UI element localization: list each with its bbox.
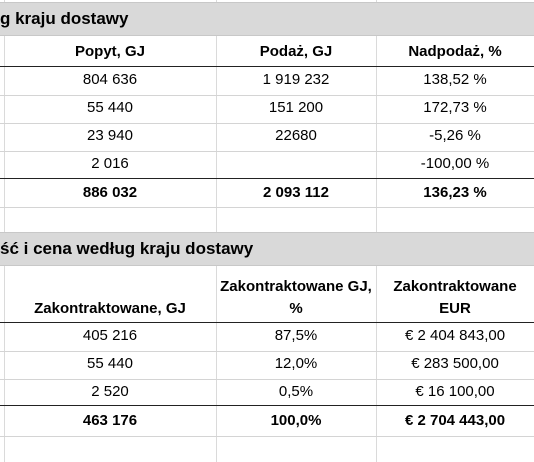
row-gridline <box>0 151 534 152</box>
table1-total-demand[interactable]: 886 032 <box>82 184 138 201</box>
row-gridline <box>0 436 534 437</box>
table1-cell[interactable]: 172,73 % <box>423 99 487 116</box>
row-gridline <box>0 351 534 352</box>
table2-cell[interactable]: 405 216 <box>82 327 138 344</box>
table1-header-demand[interactable]: Popyt, GJ <box>74 43 145 60</box>
table1-title-bar <box>0 2 534 36</box>
table2-cell[interactable]: 87,5% <box>274 327 318 344</box>
table2-total-contracted-percent[interactable]: 100,0% <box>270 412 322 429</box>
table2-cell[interactable]: € 2 404 843,00 <box>404 327 506 344</box>
table1-total-rule <box>0 178 534 179</box>
table2-title: ść i cena według kraju dostawy <box>0 239 254 258</box>
table2-cell[interactable]: 0,5% <box>278 383 314 400</box>
table2-cell[interactable]: 2 520 <box>91 383 129 400</box>
table1-cell[interactable]: 22680 <box>275 127 317 144</box>
table2-total-rule <box>0 405 534 406</box>
table1-cell[interactable]: 138,52 % <box>423 71 487 88</box>
row-gridline <box>0 123 534 124</box>
table1-cell[interactable]: 2 016 <box>91 155 129 172</box>
table1-cell[interactable]: 23 940 <box>87 127 133 144</box>
row-gridline <box>0 379 534 380</box>
table2-total-contracted-eur[interactable]: € 2 704 443,00 <box>404 412 506 429</box>
row-gridline <box>0 207 534 208</box>
table2-total-contracted-gj[interactable]: 463 176 <box>82 412 138 429</box>
table1-cell[interactable]: 151 200 <box>268 99 324 116</box>
table1-cell[interactable]: 55 440 <box>87 99 133 116</box>
table1-cell[interactable]: -5,26 % <box>429 127 481 144</box>
table1-title: g kraju dostawy <box>0 9 129 28</box>
table2-header-contracted-percent[interactable]: Zakontraktowane GJ, % <box>220 278 372 317</box>
table2-title-bar <box>0 232 534 266</box>
table1-cell[interactable]: 804 636 <box>82 71 138 88</box>
table2-header-contracted-gj[interactable]: Zakontraktowane, GJ <box>34 300 186 317</box>
table2-cell[interactable]: 55 440 <box>87 355 133 372</box>
table2-cell[interactable]: € 283 500,00 <box>411 355 499 372</box>
table1-total-oversupply[interactable]: 136,23 % <box>423 184 487 201</box>
table1-cell[interactable]: -100,00 % <box>420 155 490 172</box>
row-gridline <box>0 95 534 96</box>
table1-cell[interactable]: 1 919 232 <box>262 71 330 88</box>
table2-header-contracted-eur[interactable]: Zakontraktowane EUR <box>393 278 517 317</box>
table1-header-supply[interactable]: Podaż, GJ <box>259 43 333 60</box>
table2-cell[interactable]: € 16 100,00 <box>415 383 495 400</box>
table1-header-oversupply[interactable]: Nadpodaż, % <box>408 43 502 60</box>
table2-header-rule <box>0 322 534 323</box>
table1-total-supply[interactable]: 2 093 112 <box>263 184 329 201</box>
table1-header-rule <box>0 66 534 67</box>
table2-cell[interactable]: 12,0% <box>274 355 318 372</box>
